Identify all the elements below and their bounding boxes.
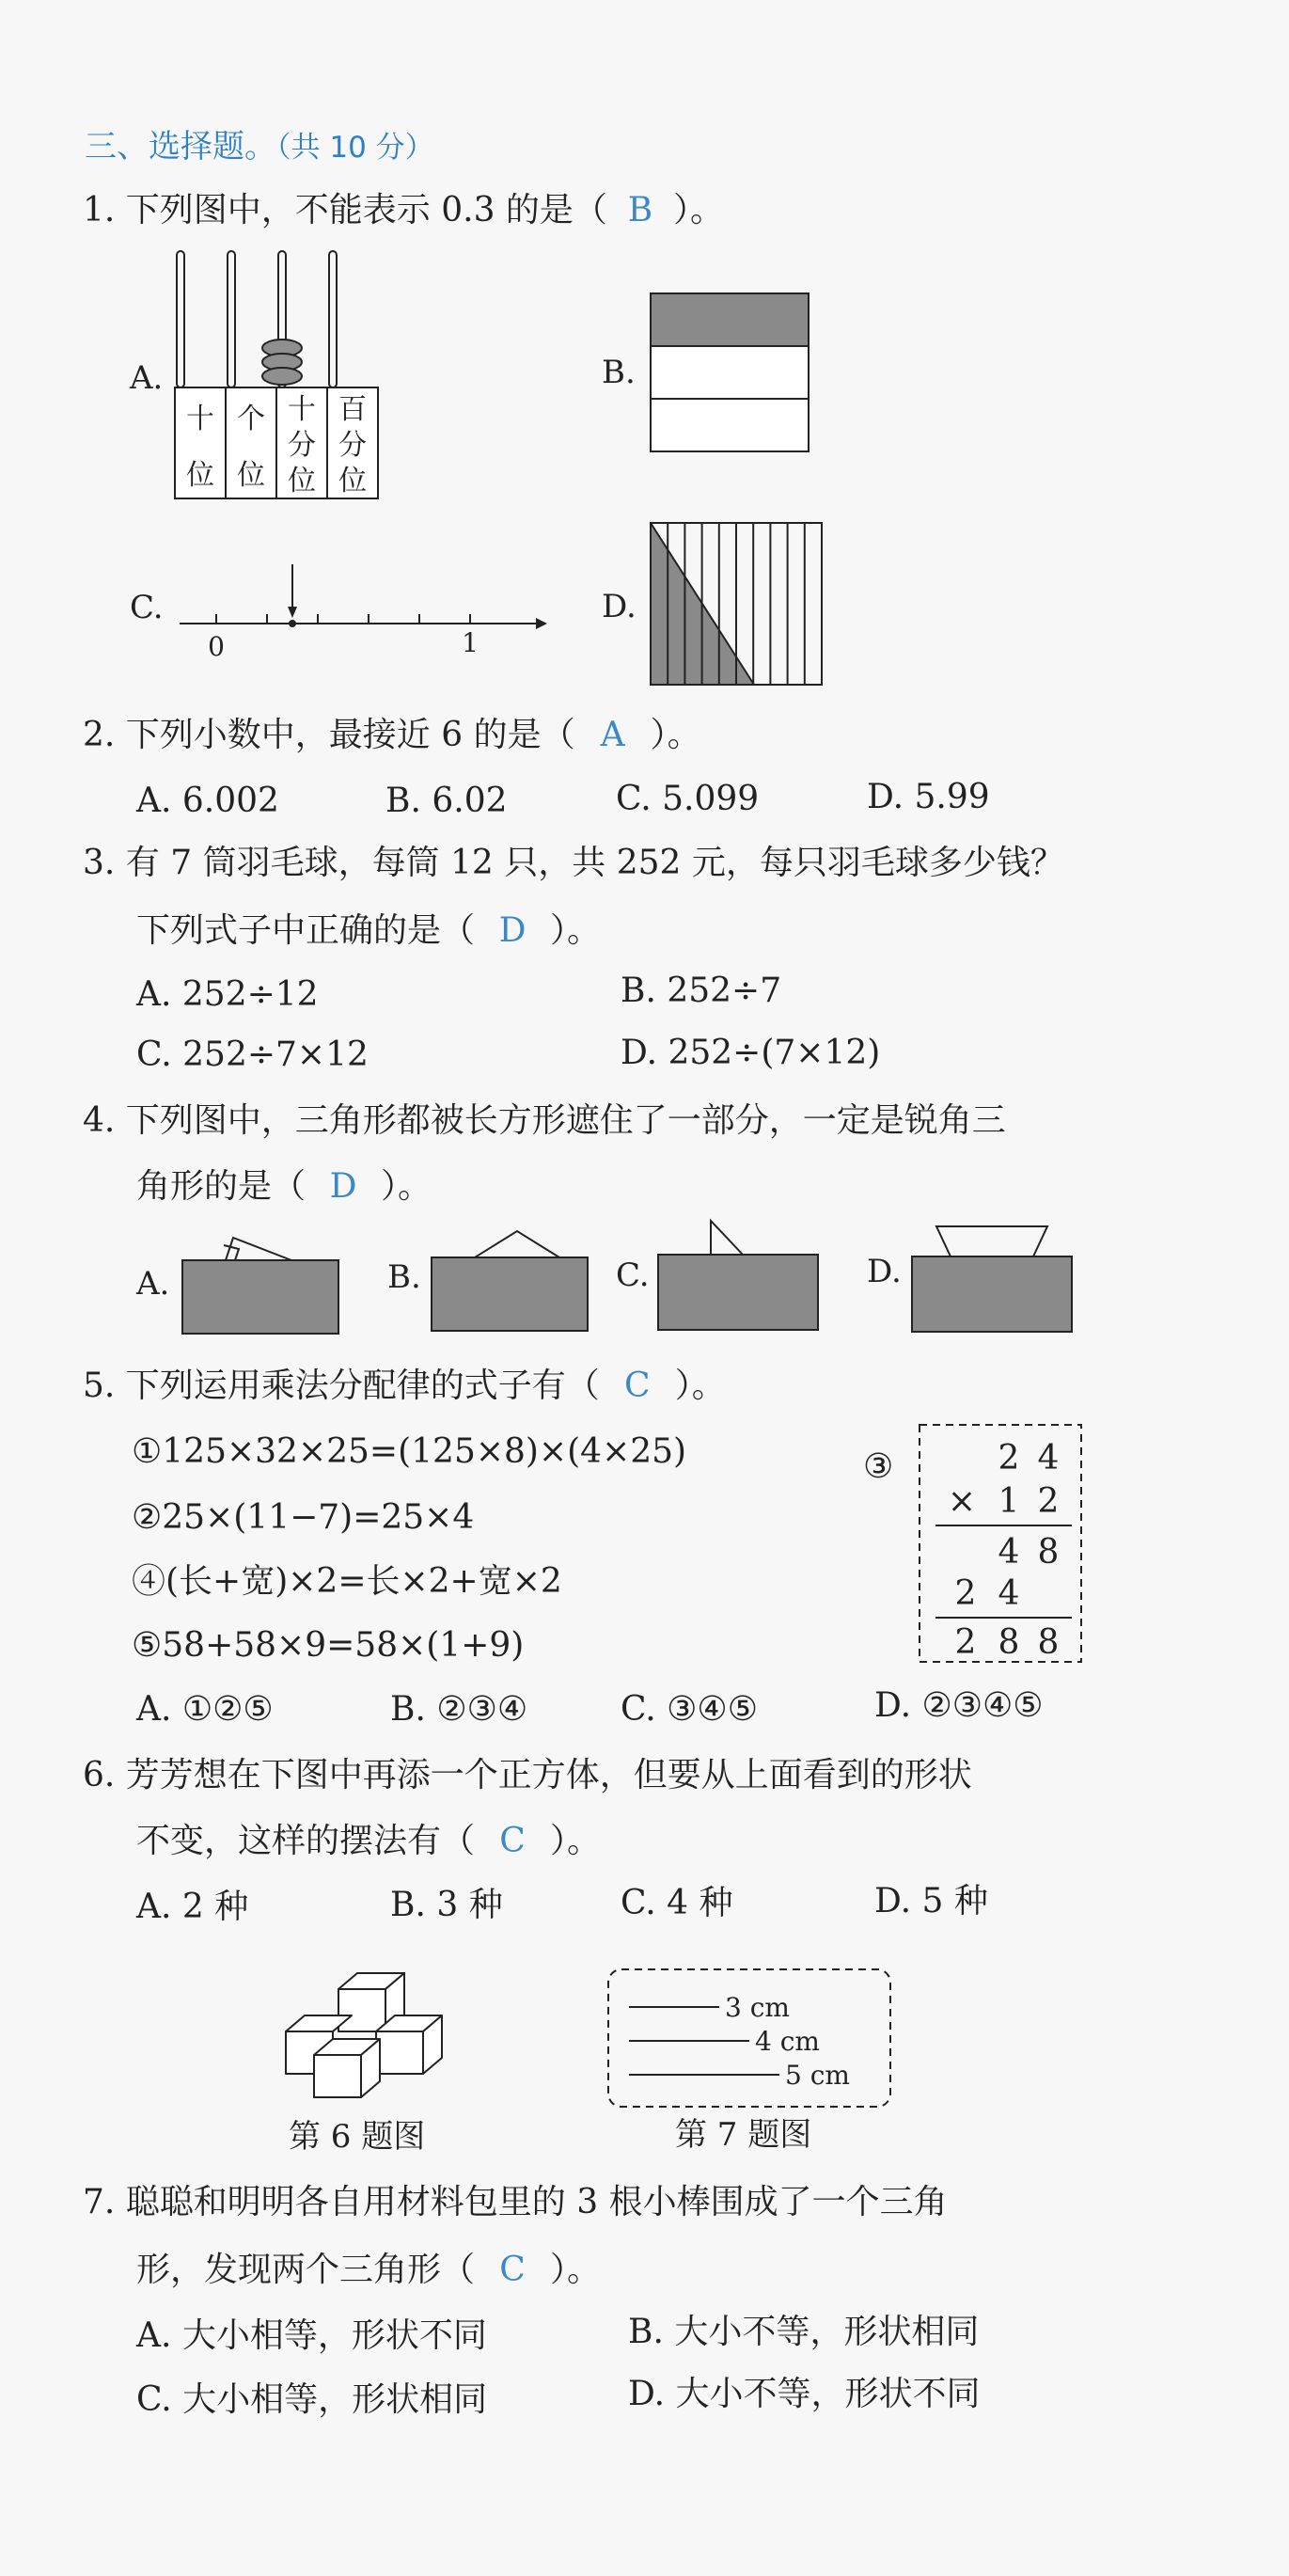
numberline-label-1: 1 xyxy=(462,627,479,658)
abacus-rod-4 xyxy=(329,251,337,387)
numberline-down-arrowhead xyxy=(288,607,297,618)
q3-close: ）。 xyxy=(550,911,602,950)
calc-times-sign: × xyxy=(947,1482,977,1521)
stick-label-5cm: 5 cm xyxy=(785,2060,850,2091)
q4-label-b: B. xyxy=(387,1258,421,1296)
abacus-col2-char2: 位 xyxy=(237,459,265,492)
q6-stem: 6. 芳芳想在下图中再添一个正方体，但要从上面看到的形状 xyxy=(83,1756,972,1794)
q7-option-b: B. 大小不等，形状相同 xyxy=(628,2313,980,2351)
q5-option-b: B. ②③④ xyxy=(390,1690,528,1729)
q1-grid-figure xyxy=(647,519,825,688)
q4d-triangle xyxy=(936,1226,1047,1256)
q4-figure-c xyxy=(654,1213,824,1335)
q2-answer: A xyxy=(600,716,625,754)
calc-p1-d1: 4 xyxy=(998,1533,1020,1572)
abacus-bead-3 xyxy=(262,368,302,385)
q5-stem xyxy=(83,1366,726,1406)
q6-stem2 xyxy=(136,1821,601,1861)
q5-item-1: ①125×32×25=(125×8)×(4×25) xyxy=(132,1432,687,1471)
abacus-col3-char1: 十 xyxy=(288,393,316,426)
section-score: （共 10 分） xyxy=(276,131,434,165)
q7-answer: C xyxy=(499,2251,526,2289)
calc-r1-d1: 2 xyxy=(998,1439,1020,1478)
calc-res-d1: 2 xyxy=(954,1623,977,1662)
abacus-rod-2 xyxy=(228,251,235,387)
cube-front-front xyxy=(314,2055,361,2097)
q3-option-c: C. 252÷7×12 xyxy=(136,1035,369,1074)
q3-option-a: A. 252÷12 xyxy=(136,975,319,1014)
abacus-col4-char1: 百 xyxy=(338,393,367,426)
q5-item-5: ⑤58+58×9=58×(1+9) xyxy=(132,1626,525,1665)
q5-vertical-multiplication xyxy=(917,1422,1086,1667)
q4c-rectangle xyxy=(658,1255,818,1330)
q5-answer: C xyxy=(624,1367,651,1405)
q7-caption: 第 7 题图 xyxy=(675,2116,812,2154)
q3-stem: 3. 有 7 筒羽毛球，每筒 12 只，共 252 元，每只羽毛球多少钱？ xyxy=(83,844,1064,882)
q4b-rectangle xyxy=(432,1257,588,1331)
numberline-label-0: 0 xyxy=(208,631,225,662)
calc-r2-d2: 2 xyxy=(1037,1482,1060,1521)
q1-label-d: D. xyxy=(602,588,637,625)
q1-abacus-figure xyxy=(169,249,395,508)
q6-option-a: A. 2 种 xyxy=(136,1888,249,1926)
rect-part-3 xyxy=(651,399,809,451)
q1-answer: B xyxy=(627,191,653,229)
q3-option-b: B. 252÷7 xyxy=(621,972,782,1010)
q2-option-b: B. 6.02 xyxy=(385,782,508,820)
q5-item-3-label: ③ xyxy=(863,1447,894,1486)
abacus-col4-char3: 位 xyxy=(338,465,367,498)
cube-right-front xyxy=(376,2031,423,2074)
q5-item-2: ②25×(11−7)=25×4 xyxy=(132,1498,475,1537)
q4-figure-d xyxy=(908,1215,1077,1337)
q2-option-c: C. 5.099 xyxy=(616,780,760,818)
q5-item-4: ④(长+宽)×2=长×2+宽×2 xyxy=(132,1562,562,1601)
calc-res-d2: 8 xyxy=(998,1623,1020,1662)
q1-label-c: C. xyxy=(130,589,164,626)
stick-label-4cm: 4 cm xyxy=(755,2026,820,2057)
q3-stem2-text: 下列式子中正确的是（ xyxy=(136,911,476,950)
q6-close: ）。 xyxy=(550,1822,602,1860)
q3-option-d: D. 252÷(7×12) xyxy=(621,1034,881,1072)
q6-stem2-text: 不变，这样的摆法有（ xyxy=(136,1822,476,1860)
abacus-col3-char2: 分 xyxy=(288,429,316,462)
q2-stem-text: 2. 下列小数中，最接近 6 的是（ xyxy=(83,716,575,754)
q4-figure-a xyxy=(179,1223,343,1340)
q7-option-d: D. 大小不等，形状不同 xyxy=(628,2375,981,2413)
q4-figure-b xyxy=(428,1218,592,1335)
q5-option-c: C. ③④⑤ xyxy=(621,1690,758,1729)
q6-answer: C xyxy=(499,1822,526,1860)
calc-p2-d1: 2 xyxy=(954,1574,977,1613)
q7-option-c: C. 大小相等，形状相同 xyxy=(136,2380,488,2419)
q4c-triangle xyxy=(711,1221,743,1255)
q4-stem2 xyxy=(136,1166,432,1207)
q6-option-d: D. 5 种 xyxy=(874,1882,988,1920)
q4-label-a: A. xyxy=(136,1265,170,1303)
q2-stem xyxy=(83,715,701,755)
q7-stem2 xyxy=(136,2250,601,2290)
q4-stem: 4. 下列图中，三角形都被长方形遮住了一部分，一定是锐角三 xyxy=(83,1101,1006,1140)
abacus-col4-char2: 分 xyxy=(338,429,367,462)
abacus-rod-1 xyxy=(177,251,184,387)
abacus-col1-char1: 十 xyxy=(186,403,214,435)
calc-p2-d2: 4 xyxy=(998,1574,1020,1613)
q3-stem2 xyxy=(136,910,601,951)
rect-part-2 xyxy=(651,346,809,399)
q2-option-a: A. 6.002 xyxy=(136,782,279,820)
q1-label-a: A. xyxy=(130,359,164,397)
abacus-col3-char3: 位 xyxy=(288,465,316,498)
q3-answer: D xyxy=(498,911,527,950)
calc-r1-d2: 4 xyxy=(1037,1439,1060,1478)
rect-part-shaded xyxy=(651,293,809,346)
q7-close: ）。 xyxy=(550,2251,602,2289)
q1-stem xyxy=(83,190,724,230)
stick-label-3cm: 3 cm xyxy=(725,1992,790,2023)
q1-close: ）。 xyxy=(672,191,724,229)
q6-caption: 第 6 题图 xyxy=(289,2118,426,2156)
q6-cube-figure xyxy=(282,1966,451,2102)
calc-res-d3: 8 xyxy=(1037,1623,1060,1662)
q4d-rectangle xyxy=(912,1256,1072,1332)
q4b-triangle xyxy=(475,1231,559,1257)
q4-label-d: D. xyxy=(867,1253,902,1290)
q5-close: ）。 xyxy=(674,1367,726,1405)
calc-p1-d2: 8 xyxy=(1037,1533,1060,1572)
q7-stem2-text: 形，发现两个三角形（ xyxy=(136,2251,476,2289)
q4-stem2-text: 角形的是（ xyxy=(136,1167,307,1206)
q4-close: ）。 xyxy=(381,1167,432,1206)
q4a-rectangle xyxy=(182,1260,338,1334)
q1-numberline-figure xyxy=(174,560,550,668)
section-title-text: 三、选择题。 xyxy=(85,128,276,166)
q4-answer: D xyxy=(329,1167,357,1206)
q1-rect-figure xyxy=(649,292,813,461)
q6-option-b: B. 3 种 xyxy=(390,1886,503,1924)
calc-r2-d1: 1 xyxy=(998,1482,1020,1521)
q5-option-d: D. ②③④⑤ xyxy=(874,1686,1044,1725)
cube-top-back-front xyxy=(338,1989,385,2031)
numberline-point xyxy=(289,620,296,627)
q7-option-a: A. 大小相等，形状不同 xyxy=(136,2316,487,2355)
q7-stem: 7. 聪聪和明明各自用材料包里的 3 根小棒围成了一个三角 xyxy=(83,2183,948,2221)
q2-close: ）。 xyxy=(650,716,701,754)
abacus-col1-char2: 位 xyxy=(186,459,214,492)
section-title xyxy=(85,128,434,166)
q6-option-c: C. 4 种 xyxy=(621,1884,733,1922)
q5-option-a: A. ①②⑤ xyxy=(136,1690,274,1729)
q4-label-c: C. xyxy=(616,1256,650,1294)
q5-stem-text: 5. 下列运用乘法分配律的式子有（ xyxy=(83,1367,600,1405)
q7-sticks-figure xyxy=(606,1968,893,2110)
numberline-arrowhead xyxy=(536,618,547,629)
abacus-col2-char1: 个 xyxy=(237,403,265,435)
q2-option-d: D. 5.99 xyxy=(867,778,990,816)
q1-label-b: B. xyxy=(602,354,636,391)
q1-stem-text: 1. 下列图中，不能表示 0.3 的是（ xyxy=(83,191,607,229)
